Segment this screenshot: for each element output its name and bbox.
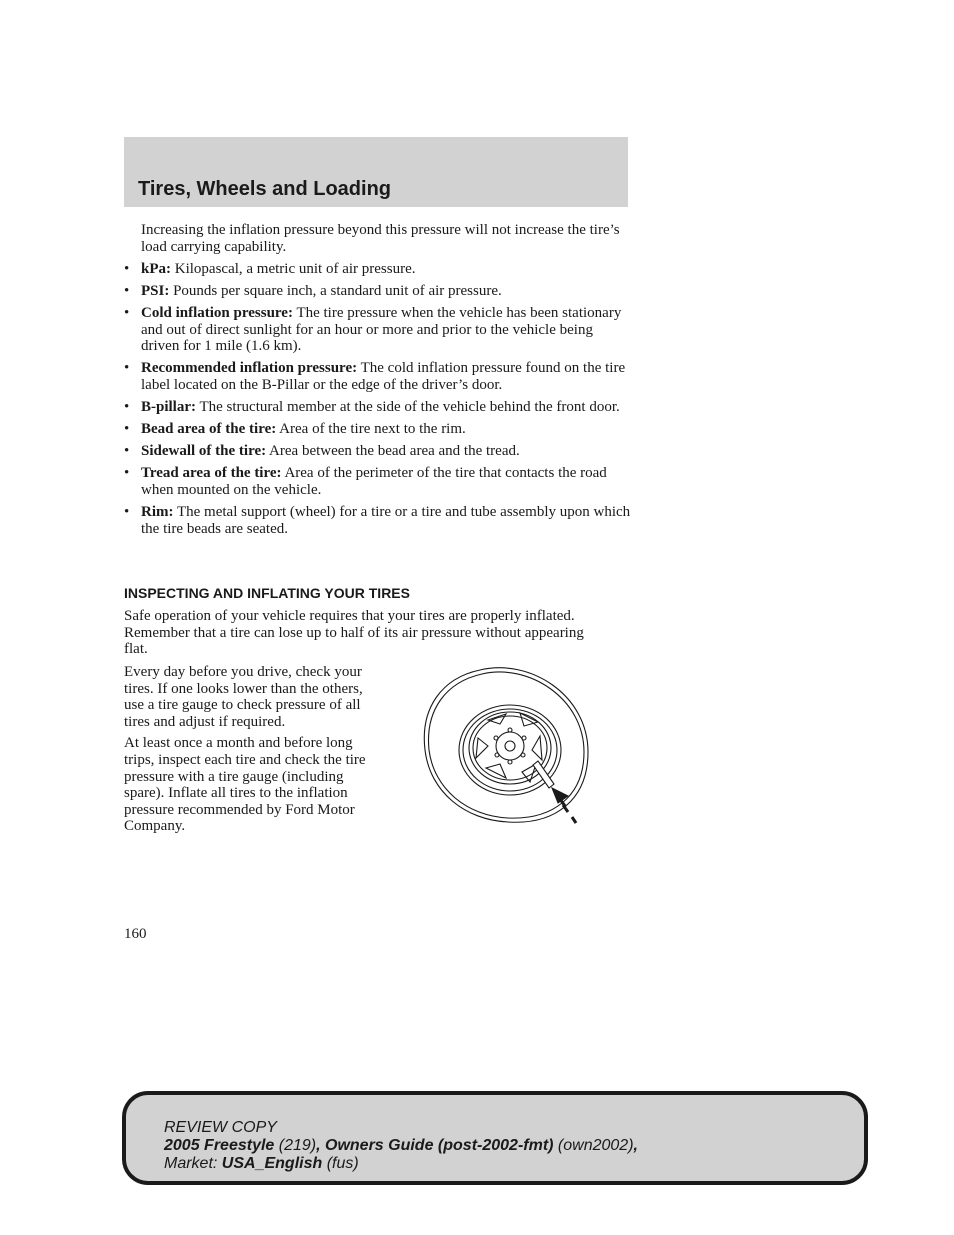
definition-text: Kilopascal, a metric unit of air pressure.: [171, 261, 416, 277]
section-heading: INSPECTING AND INFLATING YOUR TIRES: [124, 585, 410, 601]
market-line: [164, 1155, 638, 1173]
bullet: •: [124, 465, 130, 482]
definition-text: The structural member at the side of the vehicle behind the front door.: [196, 399, 620, 416]
bullet: •: [124, 283, 130, 300]
page-title: Tires, Wheels and Loading: [138, 178, 392, 200]
model-name: 2005 Freestyle: [164, 1137, 275, 1154]
bullet: •: [124, 421, 130, 438]
definition-text: The metal support (wheel) for a tire or a tire and tube assembly upon which the tire beads are seated.: [141, 504, 631, 537]
definition-term: Sidewall of the tire:: [141, 443, 267, 460]
review-copy-footer: [122, 1091, 868, 1185]
separator: ,: [316, 1137, 325, 1154]
definition-text: The cold inflation pressure found on the tire label located on the B-Pillar or the edge of the driver’s door.: [141, 360, 626, 394]
definition-term: Bead area of the tire:: [141, 421, 277, 438]
guide-code: (own2002): [553, 1137, 634, 1154]
list-item: [124, 421, 634, 438]
list-item: [124, 465, 634, 498]
intro-paragraph: Increasing the inflation pressure beyond this pressure will not increase the tire’s load carrying capability.: [141, 222, 620, 255]
definition-term: Cold inflation pressure:: [141, 305, 293, 322]
definition-term: Rim:: [141, 504, 174, 521]
definition-text: Area of the perimeter of the tire that contacts the road when mounted on the vehicle.: [141, 465, 607, 499]
bullet: •: [124, 399, 130, 416]
daily-check-paragraph: Every day before you drive, check your tires. If one looks lower than the others, use a tire gauge to check pressure of all tires and adjust if required.: [124, 664, 363, 730]
safety-paragraph: Safe operation of your vehicle requires that your tires are properly inflated. Remember that a tire can lose up to half of its air pressure without appearing flat.: [124, 608, 584, 658]
list-item: [124, 504, 634, 537]
guide-name: Owners Guide (post-2002-fmt): [325, 1137, 554, 1154]
monthly-check-paragraph: At least once a month and before long trips, inspect each tire and check the tire pressure with a tire gauge (including spare). Inflate all tires to the inflation pressure recommended by Ford Motor Company.: [124, 735, 366, 835]
separator: ,: [633, 1137, 638, 1154]
bullet: •: [124, 305, 130, 322]
market-code: (fus): [322, 1155, 359, 1172]
publication-line: [164, 1137, 638, 1155]
definition-text: Pounds per square inch, a standard unit of air pressure.: [169, 283, 502, 300]
bullet: •: [124, 261, 130, 277]
market-name: USA_English: [221, 1155, 323, 1172]
market-label: Market:: [164, 1155, 222, 1172]
list-item: [124, 399, 634, 416]
bullet: •: [124, 360, 130, 377]
review-copy-label: REVIEW COPY: [164, 1119, 277, 1136]
bullet: •: [124, 504, 130, 521]
footer-text: [164, 1119, 638, 1173]
list-item: [124, 283, 634, 300]
section-header-band: [124, 137, 628, 207]
list-item: [124, 360, 634, 393]
definition-term: kPa:: [141, 261, 171, 277]
definition-term: Recommended inflation pressure:: [141, 360, 358, 377]
definition-term: B-pillar:: [141, 399, 196, 416]
definition-text: The tire pressure when the vehicle has been stationary and out of direct sunlight for an hour or more and prior to the vehicle being driven for 1 mile (1.6 km).: [141, 305, 622, 355]
definition-term: PSI:: [141, 283, 170, 300]
definition-text: Area of the tire next to the rim.: [276, 421, 466, 438]
list-item: [124, 261, 634, 278]
definitions-list: [124, 261, 634, 543]
page-number: 160: [124, 926, 147, 942]
list-item: [124, 305, 634, 355]
model-code: (219): [274, 1137, 317, 1154]
inspection-text-column: [124, 664, 386, 840]
definition-term: Tread area of the tire:: [141, 465, 282, 482]
tire-valve-stem-icon: [420, 660, 600, 830]
bullet: •: [124, 443, 130, 460]
list-item: [124, 443, 634, 460]
definition-text: Area between the bead area and the tread.: [266, 443, 520, 460]
